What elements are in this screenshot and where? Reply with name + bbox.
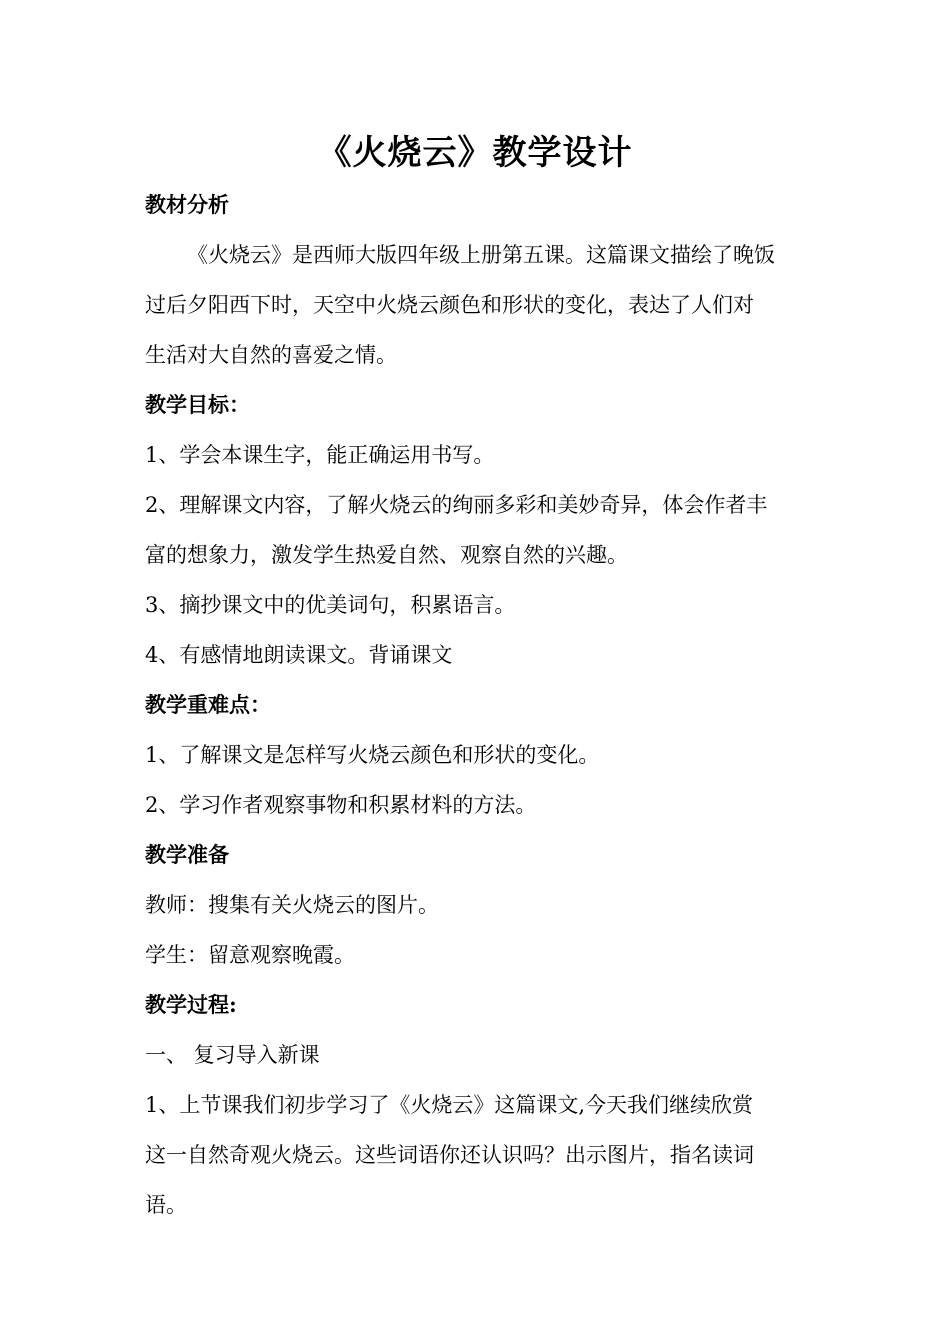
list-item: 2、理解课文内容，了解火烧云的绚丽多彩和美妙奇异，体会作者丰 bbox=[145, 493, 768, 517]
list-item: 1、学会本课生字，能正确运用书写。 bbox=[145, 443, 495, 467]
list-item: 学生：留意观察晚霞。 bbox=[145, 943, 355, 967]
section-heading-process: 教学过程: bbox=[145, 992, 237, 1017]
list-item: 2、学习作者观察事物和积累材料的方法。 bbox=[145, 793, 537, 817]
list-item-continuation: 富的想象力，激发学生热爱自然、观察自然的兴趣。 bbox=[145, 543, 628, 567]
paragraph-line: 生活对大自然的喜爱之情。 bbox=[145, 343, 397, 367]
document-title: 《火烧云》教学设计 bbox=[317, 133, 633, 173]
section-heading-preparation: 教学准备 bbox=[145, 842, 229, 867]
paragraph-line: 过后夕阳西下时，天空中火烧云颜色和形状的变化，表达了人们对 bbox=[145, 293, 754, 317]
list-item: 1、了解课文是怎样写火烧云颜色和形状的变化。 bbox=[145, 743, 600, 767]
list-item: 4、有感情地朗读课文。背诵课文 bbox=[145, 643, 453, 667]
paragraph-line: 《火烧云》是西师大版四年级上册第五课。这篇课文描绘了晚饭 bbox=[187, 243, 775, 267]
section-heading-materials-analysis: 教材分析 bbox=[145, 192, 229, 217]
list-item-continuation: 语。 bbox=[145, 1193, 187, 1217]
list-item: 3、摘抄课文中的优美词句，积累语言。 bbox=[145, 593, 516, 617]
section-heading-key-points: 教学重难点： bbox=[145, 692, 271, 717]
list-item: 1、上节课我们初步学习了《火烧云》这篇课文,今天我们继续欣赏 bbox=[145, 1093, 754, 1117]
subsection-heading: 一、 复习导入新课 bbox=[145, 1043, 320, 1067]
list-item: 教师：搜集有关火烧云的图片。 bbox=[145, 893, 439, 917]
section-heading-objectives: 教学目标： bbox=[145, 392, 250, 417]
list-item-continuation: 这一自然奇观火烧云。这些词语你还认识吗？出示图片，指名读词 bbox=[145, 1143, 754, 1167]
document-body bbox=[145, 180, 810, 1230]
